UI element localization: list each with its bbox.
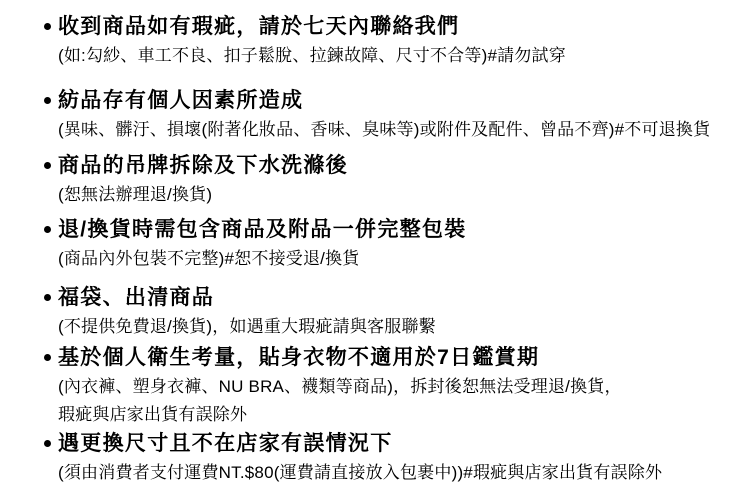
bullet-dot-icon — [44, 23, 51, 30]
notice-item-title: 遇更換尺寸且不在店家有誤情況下 — [58, 429, 744, 459]
notice-item-title: 基於個人衛生考量，貼身衣物不適用於7日鑑賞期 — [58, 343, 744, 373]
notice-item-title: 紡品存有個人因素所造成 — [58, 86, 744, 116]
notice-item — [58, 151, 744, 209]
notice-item-detail: (不提供免費退/換貨)，如遇重大瑕疵請與客服聯繫 — [58, 317, 436, 336]
notice-item-detail: (須由消費者支付運費NT.$80(運費請直接放入包裹中))#瑕疵與店家出貨有誤除外 — [58, 463, 663, 482]
notice-item — [58, 12, 744, 70]
bullet-dot-icon — [44, 354, 51, 361]
bullet-dot-icon — [44, 294, 51, 301]
notice-item-detail: (內衣褲、塑身衣褲、NU BRA、襪類等商品)，拆封後恕無法受理退/換貨， — [58, 377, 622, 396]
notice-item-detail: 瑕疵與店家出貨有誤除外 — [58, 405, 248, 424]
bullet-dot-icon — [44, 440, 51, 447]
notice-item-detail: (商品內外包裝不完整)#恕不接受退/換貨 — [58, 249, 360, 268]
notice-item — [58, 86, 744, 144]
notice-item — [58, 343, 744, 429]
notice-item-title: 收到商品如有瑕疵，請於七天內聯絡我們 — [58, 12, 744, 42]
notice-item-title: 退/換貨時需包含商品及附品一併完整包裝 — [58, 215, 744, 245]
notice-item-title: 福袋、出清商品 — [58, 283, 744, 313]
bullet-dot-icon — [44, 97, 51, 104]
bullet-dot-icon — [44, 226, 51, 233]
notice-item — [58, 429, 744, 487]
notice-item-detail: (恕無法辦理退/換貨) — [58, 185, 213, 204]
notice-item-title: 商品的吊牌拆除及下水洗滌後 — [58, 151, 744, 181]
notice-item — [58, 283, 744, 341]
notice-item-detail: (如:勾紗、車工不良、扣子鬆脫、拉鍊故障、尺寸不合等)#請勿試穿 — [58, 46, 566, 65]
notice-item-detail: (異味、髒汙、損壞(附著化妝品、香味、臭味等)或附件及配件、曾品不齊)#不可退換貨 — [58, 120, 711, 139]
notice-item — [58, 215, 744, 273]
bullet-dot-icon — [44, 162, 51, 169]
